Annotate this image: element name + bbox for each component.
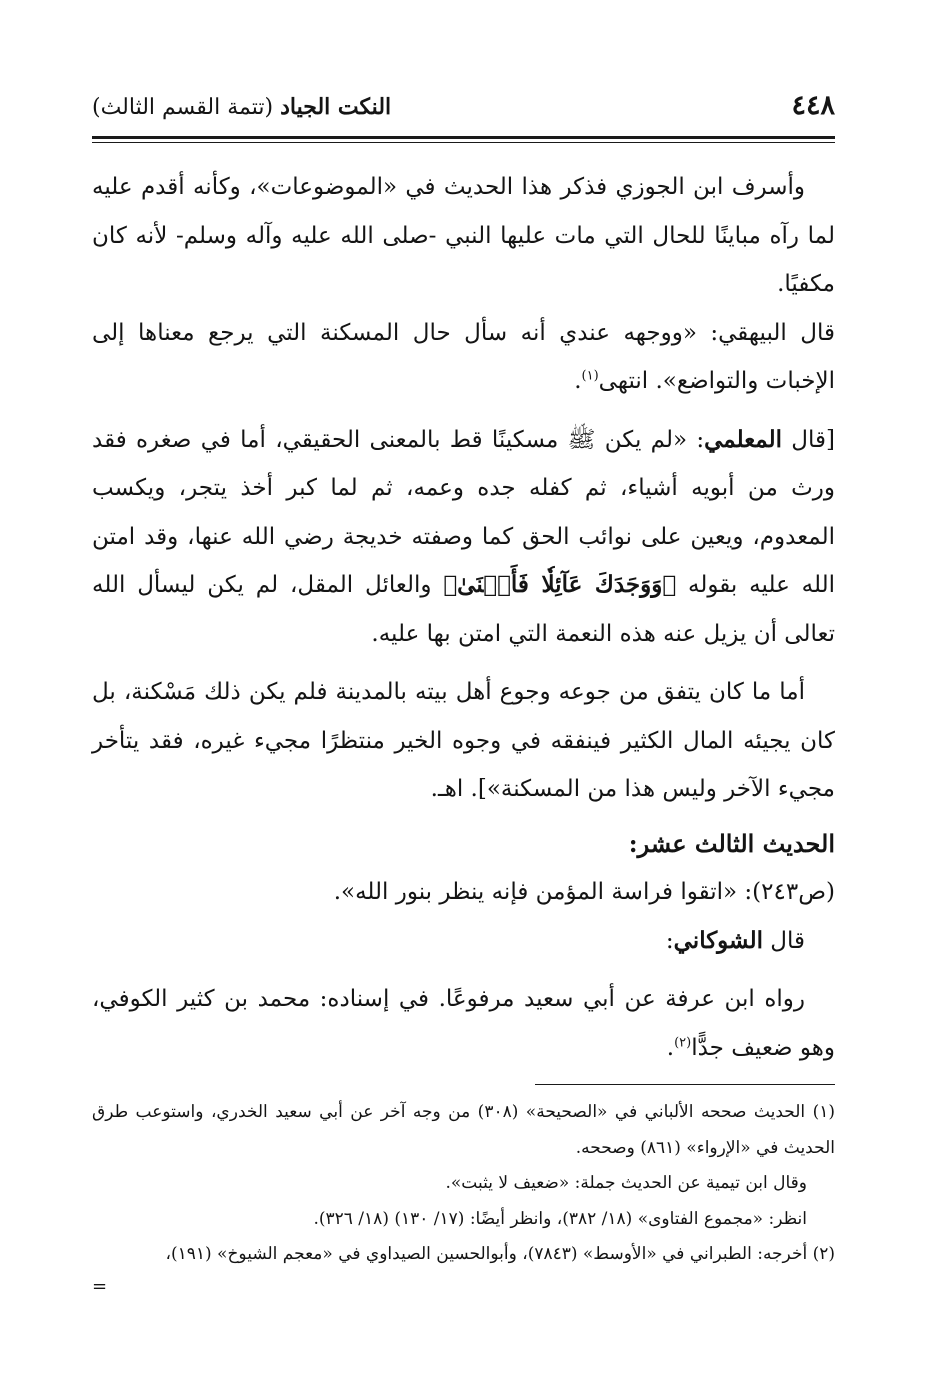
continuation-mark: = — [92, 1275, 108, 1297]
paragraph-muallimi — [92, 416, 835, 659]
footnote-ref-2: (٢) — [674, 1034, 692, 1050]
footnote-2: (٢) أخرجه: الطبراني في «الأوسط» (٧٨٤٣)، وأبوالحسين الصيداوي في «معجم الشيوخ» (١٩١)، — [165, 1244, 835, 1264]
muallimi-name: المعلمي — [704, 425, 782, 453]
footnote-1-refs: انظر: «مجموع الفتاوى» (١٨/ ٣٨٢)، وانظر أيضًا: (١٧/ ١٣٠) (١٨/ ٣٢٦). — [313, 1208, 807, 1229]
qal-colon: : — [665, 927, 674, 954]
paragraph-hunger: أما ما كان يتفق من جوعه وجوع أهل بيته بالمدينة فلم يكن ذلك مَسْكنة، بل كان يجيئه المال الكثير فينفقه في وجوه الخير منتظرًا مجيء غيره، فقد يتأخر مجيء الآخر وليس هذا من المسكنة»]. اهـ. — [92, 679, 835, 802]
qal-shawkani — [92, 917, 835, 966]
qal-prefix: قال — [762, 927, 805, 954]
ibn-arafa-text: رواه ابن عرفة عن أبي سعيد مرفوعًا. في إسناده: محمد بن كثير الكوفي، وهو ضعيف جدًّا — [92, 986, 835, 1061]
footnote-ref-1: (١) — [581, 368, 599, 384]
page-number: ٤٤٨ — [791, 90, 835, 121]
header-rule-thick — [92, 136, 835, 139]
paragraph-bayhaqi: قال البيهقي: «ووجهه عندي أنه سأل حال المسكنة التي يرجع معناها إلى الإخبات والتواضع». انتهى$^{(١)}$. — [92, 319, 835, 394]
page-header — [92, 90, 835, 130]
document-page — [92, 90, 835, 1301]
footnote-1-ibn-taymiyya: وقال ابن تيمية عن الحديث جملة: «ضعيف لا يثبت». — [445, 1173, 807, 1193]
muallimi-open: [قال — [782, 426, 835, 453]
hadith-line: (ص٢٤٣): «اتقوا فراسة المؤمن فإنه ينظر بنور الله». — [333, 879, 835, 905]
paragraph-ibn-aljawzi: وأسرف ابن الجوزي فذكر هذا الحديث في «الموضوعات»، وكأنه أقدم عليه لما رآه مباينًا للحال التي مات عليها النبي -صلى الله عليه وآله وسلم- لأنه كان مكفيًا. — [92, 174, 835, 297]
bayhaqi-quote: قال البيهقي: «ووجهه عندي أنه سأل حال المسكنة التي يرجع معناها إلى الإخبات والتواضع». انتهى — [92, 319, 835, 394]
footnote-1: (١) الحديث صححه الألباني في «الصحيحة» (٣٠٨) من وجه آخر عن أبي سعيد الخدري، واستوعب طرق الحديث في «الإرواء» (٨٦١) وصححه. — [92, 1102, 835, 1158]
paragraph-ibn-arafa: رواه ابن عرفة عن أبي سعيد مرفوعًا. في إسناده: محمد بن كثير الكوفي، وهو ضعيف جدًّا$^{(٢)}$. — [92, 986, 835, 1061]
main-text — [92, 163, 835, 1072]
footnotes — [92, 1095, 835, 1301]
shawkani-name: الشوكاني — [673, 926, 763, 954]
running-head — [92, 94, 391, 120]
running-head-subtitle: (تتمة القسم الثالث) — [92, 95, 274, 120]
section-heading: الحديث الثالث عشر: — [628, 828, 835, 858]
footnote-separator — [535, 1084, 835, 1085]
header-rule-thin — [92, 142, 835, 143]
muallimi-tail: والعائل المقل، لم يكن ليسأل الله تعالى أن يزيل عنه هذه النعمة التي امتن بها عليه. — [92, 572, 835, 647]
running-head-title: النكت الجياد — [280, 94, 392, 120]
muallimi-text: : «لم يكن ﷺ مسكينًا قط بالمعنى الحقيقي، أما في صغره فقد ورث من أبويه أشياء، ثم كفله جده وعمه، ثم لما كبر أخذ يتجر، ويكسب المعدوم، ويعين على نوائب الحق كما وصفته خديجة رضي الله عنها، وقد امتن الله عليه بقوله — [92, 426, 836, 598]
quran-verse: ﴿وَوَجَدَكَ عَآئِلٗا فَأَغۡنَىٰ﴾ — [443, 571, 677, 598]
